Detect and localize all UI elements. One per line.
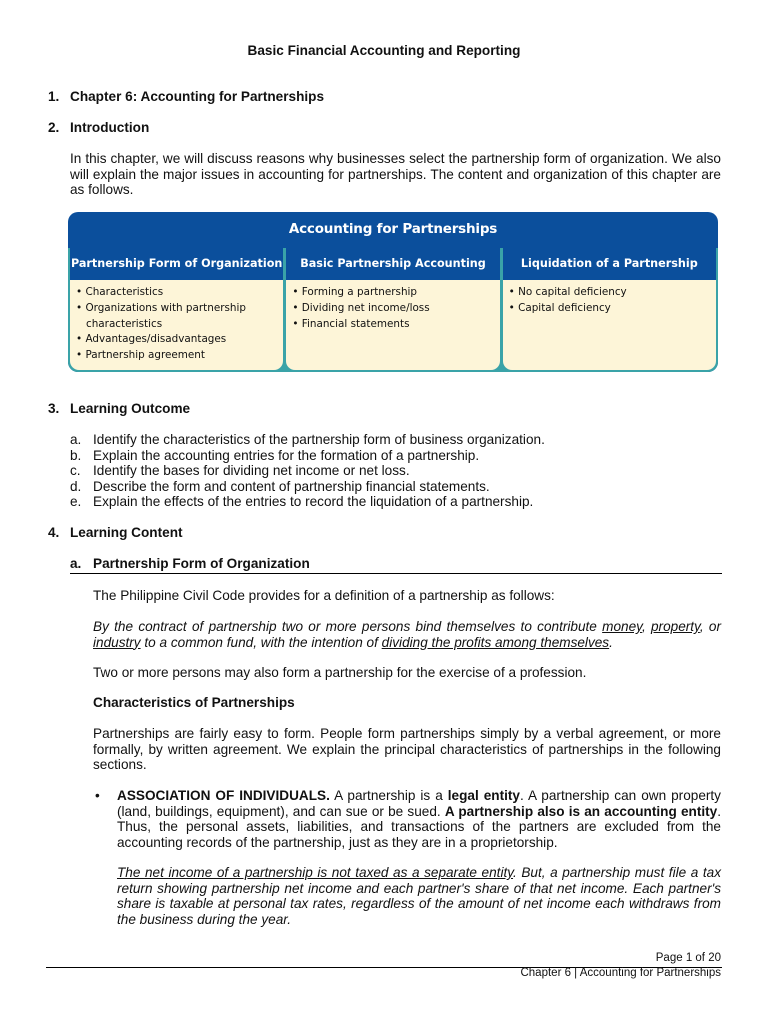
outcome-item <box>70 479 490 494</box>
text-segment: . <box>609 634 613 650</box>
text-segment: property <box>651 619 700 634</box>
column-item: • Capital deficiency <box>509 301 710 317</box>
column-item: • Characteristics <box>76 285 277 301</box>
text-segment: , or <box>699 619 722 634</box>
column-heading: Liquidation of a Partnership <box>503 248 716 280</box>
diagram-title: Accounting for Partnerships <box>288 221 498 237</box>
footer-chapter: Chapter 6 | Accounting for Partnerships <box>520 967 721 979</box>
column-heading: Partnership Form of Organization <box>70 248 283 280</box>
outcome-text: Identify the bases for dividing net income or net loss. <box>93 463 410 478</box>
column-heading: Basic Partnership Accounting <box>286 248 499 280</box>
text-segment: money <box>602 619 642 634</box>
outcome-item <box>70 494 533 509</box>
bullet-icon: • <box>95 788 100 803</box>
outcome-text: Explain the effects of the entries to record the liquidation of a partnership. <box>93 494 534 509</box>
outcome-label: b. <box>70 447 82 463</box>
text-segment: The net income of a partnership is not taxed as a separate entity <box>117 865 514 880</box>
section-title: Learning Content <box>70 525 183 540</box>
outcome-item <box>70 463 410 478</box>
column-item: • Forming a partnership <box>292 285 493 301</box>
text-segment: ASSOCIATION OF INDIVIDUALS. <box>117 788 330 803</box>
column-item: • Partnership agreement <box>76 348 277 364</box>
text-segment: . Thus, the personal assets, liabilities, and transactions of the partners are excluded from the accounting records of the partnership, just as they are in a proprietorship. <box>117 803 721 850</box>
text-segment: A partnership is a <box>329 788 448 803</box>
partnership-definition <box>93 619 721 650</box>
text-segment: . A partnership can own property (land, buildings, equipment), and can sue or be sued. <box>117 788 721 819</box>
page-number: Page 1 of 20 <box>655 952 721 964</box>
taxation-note <box>117 865 721 927</box>
outcome-text: Identify the characteristics of the partnership form of business organization. <box>93 432 545 447</box>
text-segment: A partnership also is an accounting entity <box>444 803 718 819</box>
profession-note: Two or more persons may also form a partnership for the exercise of a profession. <box>93 665 587 680</box>
subsection-heading <box>70 556 310 571</box>
column-item: • Advantages/disadvantages <box>76 332 277 348</box>
column-items <box>503 280 716 370</box>
subsection-rule <box>70 573 722 574</box>
outcome-label: e. <box>70 494 82 509</box>
text-segment: By the contract of partnership two or more persons bind themselves to contribute <box>93 619 603 634</box>
section-number: 2. <box>48 120 60 135</box>
text-segment: to a common fund, with the intention of <box>140 634 382 650</box>
section-number: 4. <box>48 525 60 540</box>
text-segment: legal entity <box>447 788 520 803</box>
document-title: Basic Financial Accounting and Reporting <box>247 43 521 58</box>
column-items <box>286 280 499 370</box>
section-number: 3. <box>48 401 60 416</box>
characteristics-heading: Characteristics of Partnerships <box>93 695 295 710</box>
characteristics-intro: Partnerships are fairly easy to form. People form partnerships simply by a verbal agreement, or more formally, by written agreement. We explain the principal characteristics of partnerships in the following sections. <box>93 726 721 772</box>
diagram-column <box>70 248 283 370</box>
section-title: Learning Outcome <box>70 401 191 416</box>
partnership-overview-diagram <box>68 212 718 372</box>
outcome-label: c. <box>70 463 81 478</box>
section-title: Chapter 6: Accounting for Partnerships <box>70 89 325 104</box>
column-items <box>70 280 283 370</box>
diagram-column <box>286 248 499 370</box>
text-segment: , <box>641 619 651 634</box>
outcome-text: Describe the form and content of partnership financial statements. <box>93 478 490 494</box>
column-item: • Dividing net income/loss <box>292 301 493 317</box>
column-item: • No capital deficiency <box>509 285 710 301</box>
outcome-item <box>70 448 479 463</box>
civil-code-intro: The Philippine Civil Code provides for a definition of a partnership as follows: <box>93 588 555 603</box>
column-item: • Financial statements <box>292 317 493 333</box>
diagram-columns <box>68 248 718 372</box>
outcome-label: a. <box>70 432 82 447</box>
association-of-individuals <box>117 788 721 850</box>
diagram-column <box>503 248 716 370</box>
section-number: 1. <box>48 89 60 104</box>
section-title: Introduction <box>70 120 150 135</box>
outcome-text: Explain the accounting entries for the formation of a partnership. <box>93 447 480 463</box>
intro-paragraph: In this chapter, we will discuss reasons why businesses select the partnership form of organization. We also will explain the major issues in accounting for partnerships. The content and organization of this chapter are as follows. <box>70 151 721 197</box>
column-item: • Organizations with partnership characteristics <box>76 301 277 333</box>
text-segment: industry <box>93 634 141 650</box>
text-segment: dividing the profits among themselves <box>381 634 610 650</box>
outcome-item <box>70 432 545 447</box>
text-segment: . But, a partnership must file a tax return showing partnership net income and each partner's share of that net income. Each partner's share is taxable at personal tax rates, regardless of the amount of net income each withdraws from the business during the year. <box>117 865 721 927</box>
subsection-title: Partnership Form of Organization <box>93 556 310 571</box>
subsection-label: a. <box>70 556 82 571</box>
outcome-label: d. <box>70 478 82 494</box>
